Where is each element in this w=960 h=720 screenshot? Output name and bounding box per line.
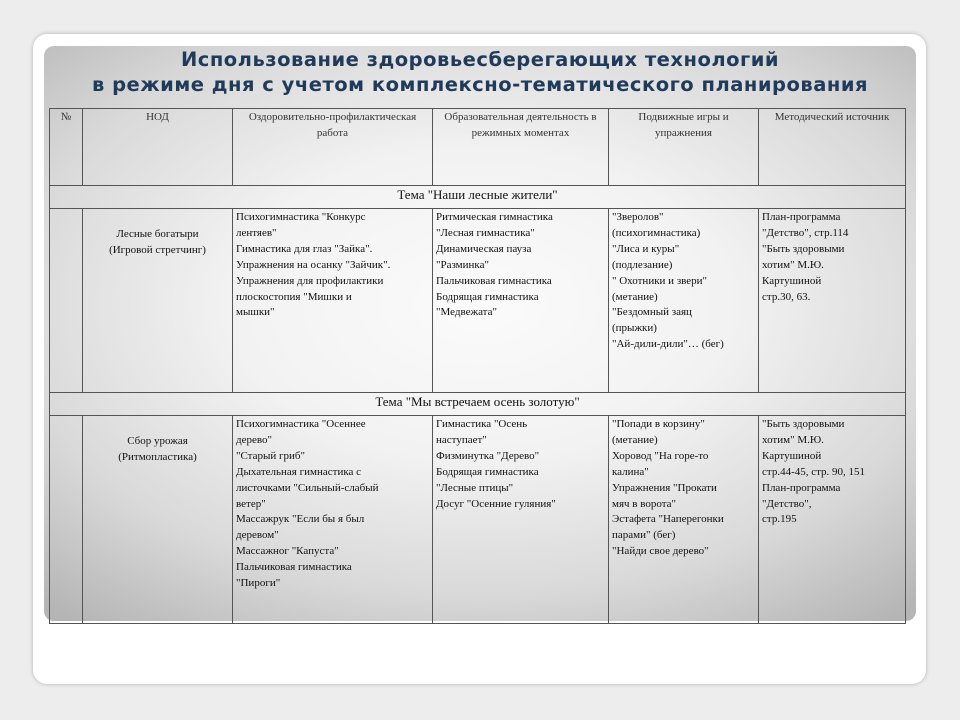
health-work-cell (233, 209, 433, 393)
cell-line: Досуг "Осенние гуляния" (436, 497, 556, 510)
nod-cell (83, 416, 233, 624)
cell-line: Массажрук "Если бы я был (236, 513, 365, 526)
cell-line: (метание) (612, 433, 658, 446)
health-work-cell (233, 416, 433, 624)
games-cell (609, 209, 759, 393)
cell-line: Упражнения "Прокати (612, 481, 717, 494)
nod-subtitle: (Игровой стретчинг) (109, 243, 206, 256)
cell-line: " Охотники и звери" (612, 274, 708, 287)
cell-line: Картушиной (762, 274, 822, 287)
cell-line: деревом" (236, 529, 279, 542)
cell-line: Дыхательная гимнастика с (236, 465, 362, 478)
cell-line: "Детство", стр.114 (762, 226, 849, 239)
cell-line: Бодрящая гимнастика (436, 290, 539, 303)
cell-line: мяч в ворота" (612, 497, 677, 510)
cell-line: (прыжки) (612, 322, 657, 335)
cell-line: лентяев" (236, 226, 277, 239)
cell-line: "Лиса и куры" (612, 242, 680, 255)
theme-title: Тема "Наши лесные жители" (50, 186, 906, 209)
cell-line: "Пироги" (236, 577, 281, 590)
cell-line: Эстафета "Наперегонки (612, 513, 724, 526)
cell-line: стр.195 (762, 513, 797, 526)
nod-title: Лесные богатыри (116, 228, 199, 240)
cell-line: (метание) (612, 290, 658, 303)
cell-line: листочками "Сильный-слабый (236, 481, 379, 494)
cell-line: парами" (бег) (612, 529, 676, 542)
cell-line: План-программа (762, 211, 841, 223)
cell-line: ветер" (236, 497, 266, 510)
header-games: Подвижные игры и упражнения (609, 109, 759, 186)
table-row (50, 416, 906, 624)
cell-line: стр.44-45, стр. 90, 151 (762, 465, 866, 478)
cell-line: хотим" М.Ю. (762, 258, 824, 271)
title-line-2: в режиме дня с учетом комплексно-тематического планирования (91, 73, 869, 96)
cell-line: Ритмическая гимнастика (436, 211, 553, 223)
cell-line: Гимнастика для глаз "Зайка". (236, 242, 373, 255)
cell-line: Гимнастика "Осень (436, 418, 528, 430)
row-number (50, 416, 83, 624)
cell-line: Упражнения для профилактики (236, 274, 384, 287)
row-number (50, 209, 83, 393)
table-row (50, 209, 906, 393)
header-source: Методический источник (759, 109, 906, 186)
cell-line: "Попади в корзину" (612, 418, 705, 430)
cell-line: "Быть здоровыми (762, 418, 845, 430)
source-cell (759, 416, 906, 624)
nod-subtitle: (Ритмопластика) (118, 450, 197, 463)
cell-line: дерево" (236, 433, 272, 446)
cell-line: (психогимнастика) (612, 226, 701, 239)
nod-title: Сбор урожая (127, 435, 188, 447)
header-education: Образовательная деятельность в режимных моментах (433, 109, 609, 186)
header-health-work: Оздоровительно-профилактическая работа (233, 109, 433, 186)
cell-line: Пальчиковая гимнастика (436, 274, 552, 287)
education-cell (433, 209, 609, 393)
cell-line: плоскостопия "Мишки и (236, 290, 352, 303)
theme-title: Тема "Мы встречаем осень золотую" (50, 393, 906, 416)
cell-line: "Найди свое дерево" (612, 545, 709, 558)
cell-line: Упражнения на осанку "Зайчик". (236, 258, 391, 271)
cell-line: Бодрящая гимнастика (436, 465, 539, 478)
cell-line: "Старый гриб" (236, 449, 306, 462)
cell-line: Динамическая пауза (436, 242, 532, 255)
cell-line: "Разминка" (436, 258, 489, 271)
source-cell (759, 209, 906, 393)
cell-line: План-программа (762, 481, 841, 494)
cell-line: "Быть здоровыми (762, 242, 845, 255)
cell-line: Хоровод "На горе-то (612, 449, 709, 462)
cell-line: "Ай-дили-дили"… (бег) (612, 338, 724, 351)
theme-row (50, 393, 906, 416)
cell-line: наступает" (436, 433, 487, 446)
title-line-1: Использование здоровьесберегающих технологий (180, 48, 780, 71)
cell-line: "Зверолов" (612, 211, 664, 223)
header-row (50, 109, 906, 186)
header-nod: НОД (83, 109, 233, 186)
cell-line: хотим" М.Ю. (762, 433, 824, 446)
planning-table (49, 108, 906, 624)
cell-line: (подлезание) (612, 258, 673, 271)
header-number: № (50, 109, 83, 186)
cell-line: "Бездомный заяц (612, 306, 692, 319)
slide-title (44, 47, 916, 97)
cell-line: Физминутка "Дерево" (436, 449, 540, 462)
cell-line: "Лесная гимнастика" (436, 226, 535, 239)
games-cell (609, 416, 759, 624)
cell-line: стр.30, 63. (762, 290, 811, 303)
education-cell (433, 416, 609, 624)
nod-cell (83, 209, 233, 393)
cell-line: калина" (612, 465, 649, 478)
cell-line: "Медвежата" (436, 306, 497, 319)
cell-line: Массажног "Капуста" (236, 545, 339, 558)
cell-line: Картушиной (762, 449, 822, 462)
cell-line: "Детство", (762, 497, 812, 510)
cell-line: Психогимнастика "Осеннее (236, 418, 366, 430)
cell-line: Психогимнастика "Конкурс (236, 211, 366, 223)
cell-line: Пальчиковая гимнастика (236, 561, 352, 574)
cell-line: мышки" (236, 306, 275, 319)
theme-row (50, 186, 906, 209)
cell-line: "Лесные птицы" (436, 481, 514, 494)
